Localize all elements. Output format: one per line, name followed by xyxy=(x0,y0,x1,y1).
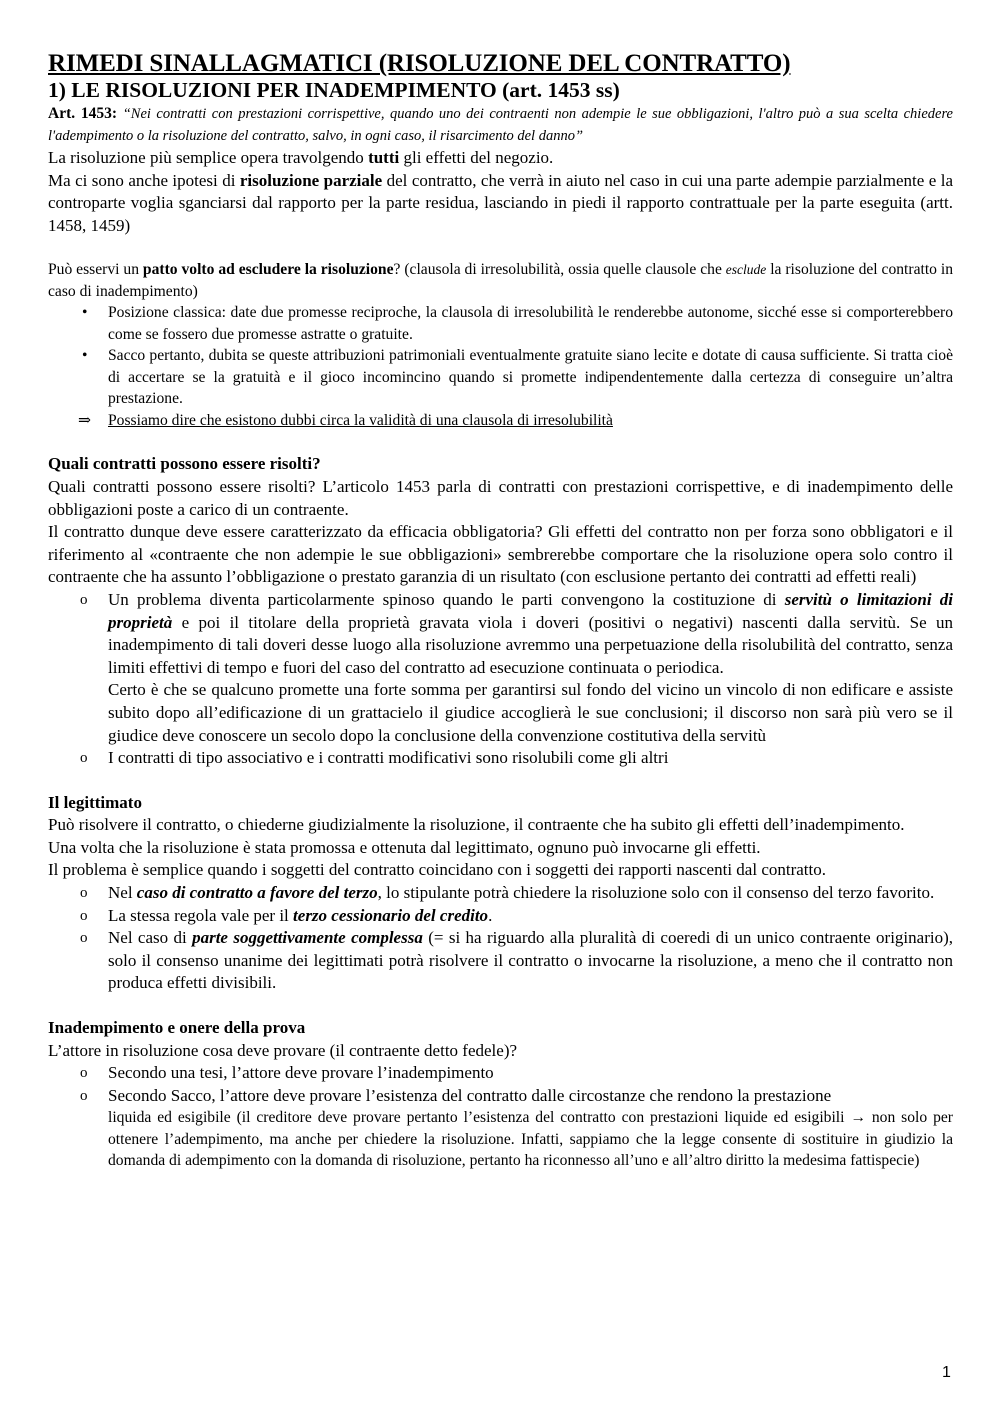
bullet-dot-icon: • xyxy=(82,304,88,322)
bullet-circle-icon: o xyxy=(80,907,88,924)
underlined-conclusion: Possiamo dire che esistono dubbi circa la validità di una clausola di irresolubilità xyxy=(108,411,613,429)
bullet-circle-icon: o xyxy=(80,591,88,608)
list-item xyxy=(80,927,953,995)
list-item xyxy=(82,302,953,345)
bullet-circle-icon: o xyxy=(80,930,88,947)
text-run: ? (clausola di irresolubilità, ossia quelle clausole che xyxy=(393,261,726,279)
paragraph xyxy=(48,170,953,238)
section-heading: Quali contratti possono essere risolti? xyxy=(48,454,321,474)
section-heading: Il legittimato xyxy=(48,792,142,812)
section-heading-risoluzioni: 1) LE RISOLUZIONI PER INADEMPIMENTO (art. 1453 ss) xyxy=(48,78,620,102)
list-item xyxy=(80,882,953,905)
bold-text: risoluzione parziale xyxy=(239,170,383,190)
list-item xyxy=(80,1085,953,1108)
italic-text: esclude xyxy=(725,262,767,278)
paragraph: Il problema è semplice quando i soggetti del contratto coincidano con i soggetti dei rapporti nascenti dal contratto. xyxy=(48,860,826,880)
page-content xyxy=(48,50,953,1172)
bold-italic-text: parte soggettivamente complessa xyxy=(192,928,423,948)
paragraph: Il contratto dunque deve essere caratterizzato da efficacia obbligatoria? Gli effetti del contratto non per forza sono obbligatori e il riferimento al «contraente che non adempie le sue obbligazioni» sembrerebbe comportare che la risoluzione opera solo contro il contraente che ha assunto l’obbligazione o prestato garanzia di un risultato (con esclusione pertanto dei contratti ad effetti reali) xyxy=(48,522,953,587)
text-run: Un problema diventa particolarmente spinoso quando le parti convengono la costituzione di xyxy=(108,589,785,609)
spacer xyxy=(48,995,953,1017)
spacer xyxy=(48,431,953,453)
list-item xyxy=(82,345,953,410)
spacer xyxy=(48,770,953,792)
paragraph: Può risolvere il contratto, o chiederne giudizialmente la risoluzione, il contraente che ha subito gli effetti dell’inadempimento. xyxy=(48,815,905,835)
article-label: Art. 1453: xyxy=(48,105,117,122)
list-item-text: Secondo una tesi, l’attore deve provare l’inadempimento xyxy=(108,1063,494,1083)
list-item xyxy=(80,1062,953,1085)
arrow-right-icon: ⇒ xyxy=(78,411,92,429)
list-item-text: I contratti di tipo associativo e i contratti modificativi sono risolubili come gli altri xyxy=(108,748,669,768)
text-run: gli effetti del negozio. xyxy=(399,148,554,167)
paragraph: Quali contratti possono essere risolti? L’articolo 1453 parla di contratti con prestazioni corrispettive, e di inadempimento delle obbligazioni poste a carico di un contraente. xyxy=(48,476,953,519)
text-run: Ma ci sono anche ipotesi di xyxy=(48,170,240,190)
list-item-continuation: Certo è che se qualcuno promette una forte somma per garantirsi sul fondo del vicino un vincolo di non edificare e assiste subito dopo all’edificazione di un grattacielo il giudice accoglierà le sue conclusioni; il discorso non sarà più vero se il giudice deve conoscere un secolo dopo la conclusione della convenzione costitutiva della servitù xyxy=(108,680,953,745)
bullet-dot-icon: • xyxy=(82,347,88,365)
paragraph xyxy=(48,259,953,302)
list-item xyxy=(78,410,953,432)
text-run: La stessa regola vale per il xyxy=(108,905,294,925)
paragraph xyxy=(48,147,953,170)
text-run: , lo stipulante potrà chiedere la risoluzione solo con il consenso del terzo favorito. xyxy=(377,883,935,903)
bullet-circle-icon: o xyxy=(80,1087,88,1104)
list-item xyxy=(80,589,953,679)
paragraph: L’attore in risoluzione cosa deve provare (il contraente detto fedele)? xyxy=(48,1040,518,1060)
bold-italic-text: servitù o limitazioni di proprietà xyxy=(108,589,953,632)
list-item-continuation: liquida ed esigibile (il creditore deve provare pertanto l’esistenza del contratto con prestazioni liquide ed esigibili → non solo per ottenere l’adempimento, ma anche per chiedere la risoluzione. Infatti, sappiamo che la legge consente di sostituire in giudizio la domanda di adempimento con la domanda di risoluzione, pertanto ha riconnesso all’uno e all’altro diritto la medesima fattispecie) xyxy=(108,1109,953,1170)
article-quote xyxy=(48,103,953,147)
text-run: la risoluzione del contratto in caso di inadempimento) xyxy=(48,261,954,300)
text-run: Può esservi un xyxy=(48,261,143,279)
text-run: . xyxy=(488,905,493,925)
list-item-text: Sacco pertanto, dubita se queste attribuzioni patrimoniali eventualmente gratuite siano lecite e dotate di causa sufficiente. Si tratta cioè di accertare se la gratuità e il gioco incomincino quando si promette indipendentemente dalla certezza di conseguire un’altra prestazione. xyxy=(108,347,953,408)
section-heading: Inadempimento e onere della prova xyxy=(48,1018,306,1038)
page-number: 1 xyxy=(942,1364,951,1381)
text-run: e poi il titolare della proprietà gravata viola i doveri (positivi o negativi) nascenti dalla servitù. Se un inadempimento di tali doveri desse luogo alla risoluzione avremmo una perpetuazione della risolubilità del contratto, senza limiti effettivi di tempo e fuori del caso del contratto ad esecuzione continuata o periodica. xyxy=(108,612,953,677)
bold-italic-text: caso di contratto a favore del terzo xyxy=(136,883,378,903)
bullet-circle-icon: o xyxy=(80,750,88,767)
list-item xyxy=(80,905,953,928)
text-run: del contratto, che verrà in aiuto nel caso in cui una parte adempie parzialmente e la controparte voglia sganciarsi dal rapporto per la parte residua, lasciando in piedi il rapporto contrattuale per la parte eseguita (artt. 1458, 1459) xyxy=(48,170,953,235)
bold-text: patto volto ad escludere la risoluzione xyxy=(142,261,394,279)
paragraph: Una volta che la risoluzione è stata promossa e ottenuta dal legittimato, ognuno può invocarne gli effetti. xyxy=(48,837,761,857)
text-run: Nel xyxy=(108,883,137,903)
bullet-circle-icon: o xyxy=(80,1065,88,1082)
text-run: La risoluzione più semplice opera travolgendo xyxy=(48,148,369,167)
bold-italic-text: terzo cessionario del credito xyxy=(293,905,489,925)
text-run: (= si ha riguardo alla pluralità di coeredi di un unico contraente originario), solo il consenso unanime dei legittimati potrà risolvere il contratto o invocarne la risoluzione, a meno che il contratto non produca effetti divisibili. xyxy=(108,928,953,993)
spacer xyxy=(48,237,953,259)
bullet-circle-icon: o xyxy=(80,885,88,902)
text-run: Nel caso di xyxy=(108,928,193,948)
list-item-text: Secondo Sacco, l’attore deve provare l’esistenza del contratto dalle circostanze che rendono la prestazione xyxy=(108,1085,832,1105)
list-item-text: Posizione classica: date due promesse reciproche, la clausola di irresolubilità le renderebbe autonome, sicché esse si comporterebbero come se fossero due promesse astratte o gratuite. xyxy=(108,304,953,343)
list-item xyxy=(80,747,953,770)
bold-text: tutti xyxy=(368,148,400,167)
document-title: RIMEDI SINALLAGMATICI (RISOLUZIONE DEL CONTRATTO) xyxy=(48,50,791,77)
article-text: “Nei contratti con prestazioni corrispettive, quando uno dei contraenti non adempie le sue obbligazioni, l'altro può a sua scelta chiedere l'adempimento o la risoluzione del contratto, salvo, in ogni caso, il risarcimento del danno” xyxy=(48,106,953,144)
